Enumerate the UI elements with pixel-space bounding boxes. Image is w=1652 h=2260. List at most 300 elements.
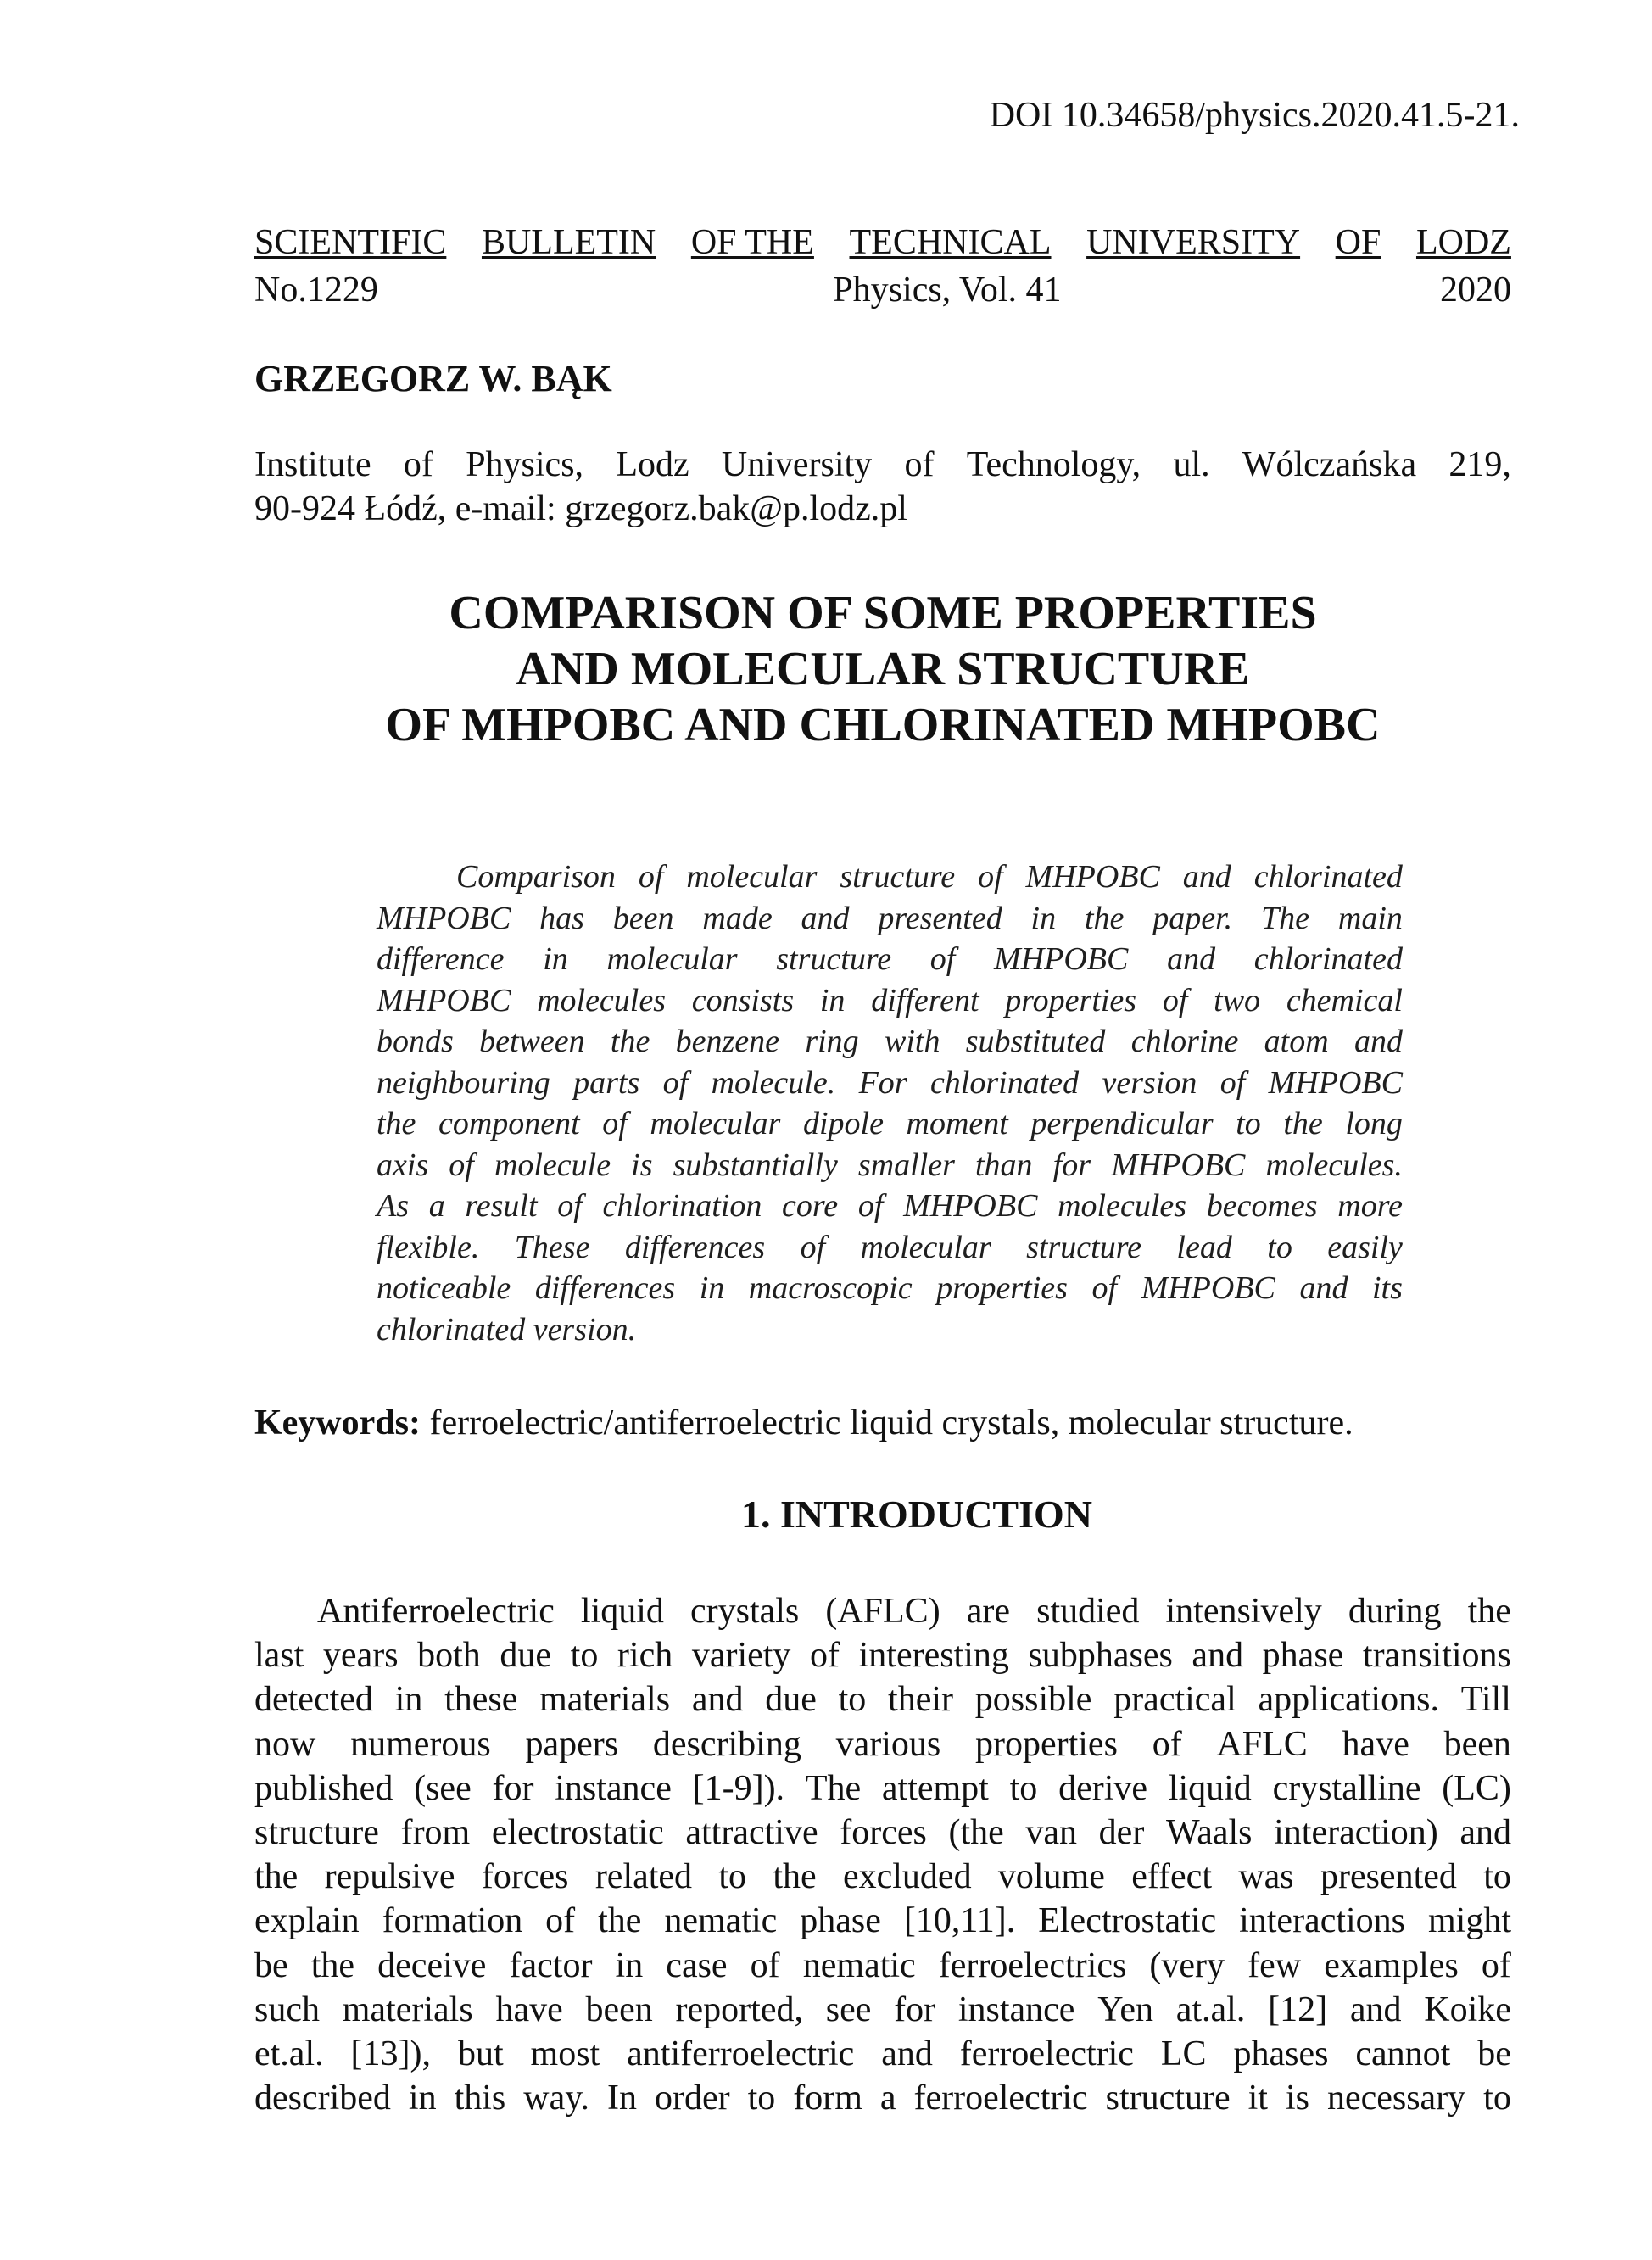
word: component [438,1106,580,1141]
word: molecular [606,941,738,977]
word: interaction) [1274,1813,1438,1853]
word: repulsive [324,1857,455,1897]
word: crystals [689,1592,800,1631]
word: last [254,1636,304,1676]
word: in [394,1680,423,1720]
word: result [465,1188,538,1224]
word: molecular [860,1229,991,1265]
word: factor [509,1945,593,1985]
word: the [610,1024,650,1059]
word: most [530,2034,600,2074]
word: axis [377,1147,429,1183]
word: rich [617,1636,673,1676]
word: structure [254,1813,379,1853]
word: is [631,1147,653,1183]
journal-meta [254,266,1511,314]
word: OF [1335,223,1381,262]
word: to [1236,1106,1261,1141]
body-line [254,1988,1511,2032]
word: (AFLC) [825,1592,940,1631]
word: long [1345,1106,1403,1141]
word: attempt [881,1768,989,1808]
word: these [444,1680,518,1720]
word: ferroelectric [913,2079,1088,2118]
body-line [254,1633,1511,1677]
word: practical [1113,1680,1236,1720]
word: been [585,1989,653,2029]
word: been [612,900,674,936]
word: TECHNICAL [849,223,1052,262]
word: to [1267,1229,1292,1265]
word: LC [1160,2034,1207,2074]
word: explain [254,1901,360,1941]
body-line [254,2076,1511,2120]
word: in [1030,900,1057,936]
word: version [1102,1064,1197,1101]
word: moment [906,1106,1008,1141]
word: and [1192,1636,1244,1676]
body-line [254,1722,1511,1766]
word: [12] [1268,1989,1328,2029]
word: MHPOBC [1141,1270,1275,1306]
word: lead [1176,1229,1232,1265]
word: phase [800,1901,881,1941]
word: and [1349,1989,1402,2029]
abstract-line [377,980,1403,1022]
word: different [871,982,979,1018]
word: is [1285,2079,1309,2118]
word: to [1483,1857,1511,1897]
word: possible [974,1680,1092,1720]
word: of [1481,1945,1511,1985]
word: atom [1264,1024,1329,1059]
word: see [825,1989,872,2029]
word: Electrostatic [1038,1901,1217,1941]
word: cannot [1355,2034,1451,2074]
word: their [888,1680,954,1720]
word: MHPOBC [377,982,511,1018]
word: of [557,1188,583,1224]
abstract-line [377,1227,1403,1269]
word: it [1247,2079,1268,2118]
word: chlorinated [929,1064,1080,1101]
word: formation [382,1901,523,1941]
body-line [254,1766,1511,1811]
word: In [606,2079,637,2118]
word: a [428,1188,445,1224]
word: of [638,859,664,895]
word: interesting [858,1636,1009,1676]
word: published [254,1768,393,1808]
word: papers [525,1724,619,1764]
word: and [691,1680,744,1720]
word: der [1098,1813,1145,1853]
word: the [1467,1592,1511,1631]
word: phases [1233,2034,1329,2074]
word: and [1353,1024,1403,1059]
word: years [322,1636,399,1676]
word: MHPOBC [994,941,1129,977]
word: be [1477,2034,1511,2074]
word: For [858,1064,907,1101]
word: this [454,2079,506,2118]
journal-volume: Physics, Vol. 41 [833,271,1062,310]
word: The [805,1768,862,1808]
word: from [400,1813,471,1853]
word: to [718,1857,747,1897]
word: Physics, [466,445,584,484]
word: [10,11]. [903,1901,1016,1941]
word: the [310,1945,355,1985]
word: smaller [857,1147,955,1183]
word: perpendicular [1030,1106,1214,1141]
word: bonds [377,1024,454,1059]
abstract-line [377,1268,1403,1309]
word: way. [523,2079,589,2118]
word: differences [534,1270,676,1306]
word: easily [1327,1229,1403,1265]
word: and [1299,1270,1348,1306]
word: nematic [664,1901,778,1941]
word: ferroelectrics [938,1945,1127,1985]
word: and [881,2034,933,2074]
word: form [793,2079,862,2118]
word: paper. [1152,900,1233,936]
abstract-line [377,857,1403,898]
word: and [801,900,850,936]
word: and [1167,941,1216,977]
word: in [819,982,846,1018]
word: presented [878,900,1002,936]
word: Antiferroelectric [317,1592,555,1631]
word: in [699,1270,725,1306]
word: MHPOBC [1111,1147,1246,1183]
word: Technology, [966,445,1141,484]
word: [13]), [350,2034,432,2074]
word: properties [974,1724,1118,1764]
word: its [1371,1270,1403,1306]
word: of [810,1636,840,1676]
word: made [702,900,773,936]
word: molecular [686,859,818,895]
word: might [1427,1901,1511,1941]
section-heading [254,1489,1511,1540]
word: than [975,1147,1033,1183]
word: of [800,1229,826,1265]
word: have [1342,1724,1409,1764]
word: variety [691,1636,791,1676]
body-line [254,1677,1511,1722]
word: derive [1058,1768,1148,1808]
word: instance [555,1768,672,1808]
word: macroscopic [748,1270,913,1306]
word: main [1337,900,1403,936]
word: substantially [673,1147,838,1183]
word: are [966,1592,1011,1631]
abstract-line [377,1309,1403,1351]
word: molecular [650,1106,781,1141]
word: of [1219,1064,1246,1101]
word: excluded [842,1857,972,1897]
word: describing [652,1724,801,1764]
word: noticeable [377,1270,511,1306]
word: electrostatic [491,1813,664,1853]
word: ferroelectric [959,2034,1134,2074]
word: UNIVERSITY [1086,223,1301,262]
word: ring [805,1024,859,1059]
title-line: AND MOLECULAR STRUCTURE [516,643,1250,695]
body-line [254,1811,1511,1855]
word: molecule [494,1147,611,1183]
word: Yen [1097,1989,1153,2029]
word: of [602,1106,628,1141]
word: of [1091,1270,1118,1306]
word: of [403,445,433,484]
word: various [835,1724,941,1764]
word: Institute [254,445,371,484]
word: the [254,1857,299,1897]
word: order [654,2079,730,2118]
word: due [765,1680,817,1720]
word: the [377,1106,416,1141]
word: and [1459,1813,1511,1853]
word: effect [1131,1857,1212,1897]
word: liquid [1168,1768,1252,1808]
word: difference [377,941,505,977]
word: but [457,2034,504,2074]
word: MHPOBC [1268,1064,1403,1101]
word: LODZ [1415,223,1511,262]
word: case [666,1945,728,1985]
word: of [929,941,956,977]
word: (LC) [1442,1768,1511,1808]
word: properties [936,1270,1068,1306]
word: for [1052,1147,1091,1183]
word: SCIENTIFIC [254,223,447,262]
word: Comparison [456,859,616,895]
word: both [417,1636,481,1676]
abstract-line [377,1186,1403,1227]
word: structure [840,859,956,895]
word: to [1009,1768,1038,1808]
word: of [857,1188,884,1224]
word: MHPOBC [1025,859,1160,895]
word: chlorinated [1253,859,1403,895]
word: for [894,1989,936,2029]
word: Till [1460,1680,1511,1720]
word: crystalline [1272,1768,1421,1808]
word: deceive [377,1945,487,1985]
word: the [598,1901,642,1941]
word: in [615,1945,644,1985]
word: to [838,1680,867,1720]
journal-number: No.1229 [254,271,378,310]
title-line: OF MHPOBC AND CHLORINATED MHPOBC [385,699,1381,751]
abstract-line [377,1021,1403,1063]
word: transitions [1362,1636,1511,1676]
word: intensively [1165,1592,1322,1631]
word: at.al. [1175,1989,1246,2029]
word: becomes [1206,1188,1318,1224]
word: OF THE [690,223,814,262]
word: parts [573,1064,640,1101]
word: numerous [350,1724,491,1764]
word: attractive [685,1813,818,1853]
word: materials [342,1989,473,2029]
word: benzene [675,1024,780,1059]
word: molecules [1058,1188,1187,1224]
word: such [254,1989,320,2029]
word: As [377,1188,409,1224]
word: The [1261,900,1310,936]
word: volume [997,1857,1105,1897]
word: applications. [1258,1680,1439,1720]
word: flexible. [377,1229,480,1265]
abstract-line [377,898,1403,940]
body-text [254,1589,1511,2120]
word: few [1247,1945,1302,1985]
body-line [254,1589,1511,1633]
word: was [1238,1857,1294,1897]
word: necessary [1326,2079,1466,2118]
word: interactions [1239,1901,1406,1941]
word: for [492,1768,534,1808]
journal-year: 2020 [1440,271,1511,310]
word: antiferroelectric [627,2034,855,2074]
word: properties [1005,982,1137,1018]
word: due [500,1636,552,1676]
body-line [254,2032,1511,2076]
word: examples [1324,1945,1459,1985]
word: in [543,941,568,977]
word: a [879,2079,896,2118]
word: and [1182,859,1231,895]
word: reported, [675,1989,803,2029]
word: phase [1262,1636,1344,1676]
word: of [545,1901,576,1941]
word: dipole [803,1106,884,1141]
abstract-line [377,1103,1403,1145]
word: chlorine [1130,1024,1239,1059]
paper-title [254,585,1511,753]
word: structure [1105,2079,1231,2118]
word: structure [776,941,892,977]
word: University [721,445,873,484]
word: Lodz [616,445,689,484]
word: of [662,1064,689,1101]
title-line: COMPARISON OF SOME PROPERTIES [449,587,1317,639]
word: have [495,1989,563,2029]
word: has [539,900,584,936]
word: chlorinated [1253,941,1403,977]
keywords-text: ferroelectric/antiferroelectric liquid crystals, molecular structure. [420,1403,1353,1442]
word: during [1348,1592,1442,1631]
word: nematic [802,1945,916,1985]
body-line [254,1855,1511,1899]
word: Wólczańska [1242,445,1417,484]
author-affiliation [254,443,1511,531]
word: consists [691,982,795,1018]
word: forces [481,1857,569,1897]
word: ul. [1173,445,1210,484]
word: more [1337,1188,1403,1224]
word: version. [533,1311,637,1348]
word: neighbouring [377,1064,550,1101]
word: BULLETIN [481,223,656,262]
word: subphases [1028,1636,1173,1676]
word: Koike [1424,1989,1511,2029]
word: substituted [965,1024,1106,1059]
word: of [904,445,935,484]
word: chemical [1286,982,1403,1018]
word: instance [957,1989,1075,2029]
section-heading-text: 1. INTRODUCTION [740,1493,1093,1536]
word: two [1214,982,1261,1018]
body-line [254,1944,1511,1988]
word: now [254,1724,316,1764]
word: liquid [580,1592,664,1631]
word: van [1025,1813,1078,1853]
word: et.al. [254,2034,324,2074]
word: related [594,1857,693,1897]
word: MHPOBC [377,900,511,936]
word: molecule. [711,1064,836,1101]
word: These [514,1229,590,1265]
keywords-label: Keywords: [254,1403,421,1442]
word: chlorinated [377,1311,533,1348]
word: the [1084,900,1125,936]
doi: DOI 10.34658/physics.2020.41.5-21. [989,96,1520,135]
word: of [750,1945,780,1985]
word: forces [840,1813,927,1853]
abstract [377,857,1403,1350]
word: be [254,1945,288,1985]
abstract-line [377,1063,1403,1104]
word: chlorination [602,1188,762,1224]
word: detected [254,1680,373,1720]
word: [1-9]). [692,1768,785,1808]
word: to [747,2079,776,2118]
word: of [978,859,1003,895]
word: presented [1320,1857,1457,1897]
keywords [254,1399,1353,1447]
word: with [884,1024,940,1059]
word: AFLC [1216,1724,1308,1764]
word: materials [539,1680,671,1720]
word: core [782,1188,839,1224]
author-name: GRZEGORZ W. BĄK [254,358,612,399]
word: described [254,2079,391,2118]
word: between [479,1024,585,1059]
word: to [570,1636,599,1676]
word: 219, [1448,445,1511,484]
word: the [1283,1106,1323,1141]
word: structure [1026,1229,1141,1265]
word: (very [1149,1945,1225,1985]
abstract-line [377,1145,1403,1186]
word: molecules [537,982,667,1018]
word: molecules. [1265,1147,1403,1183]
abstract-line [377,939,1403,980]
journal-name [254,219,1511,266]
word: to [1483,2079,1511,2118]
affiliation-line: 90-924 Łódź, e-mail: grzegorz.bak@p.lodz.pl [254,489,907,528]
word: MHPOBC [903,1188,1038,1224]
word: been [1443,1724,1511,1764]
affiliation-line [254,443,1511,487]
word: of [1162,982,1188,1018]
word: (see [414,1768,472,1808]
